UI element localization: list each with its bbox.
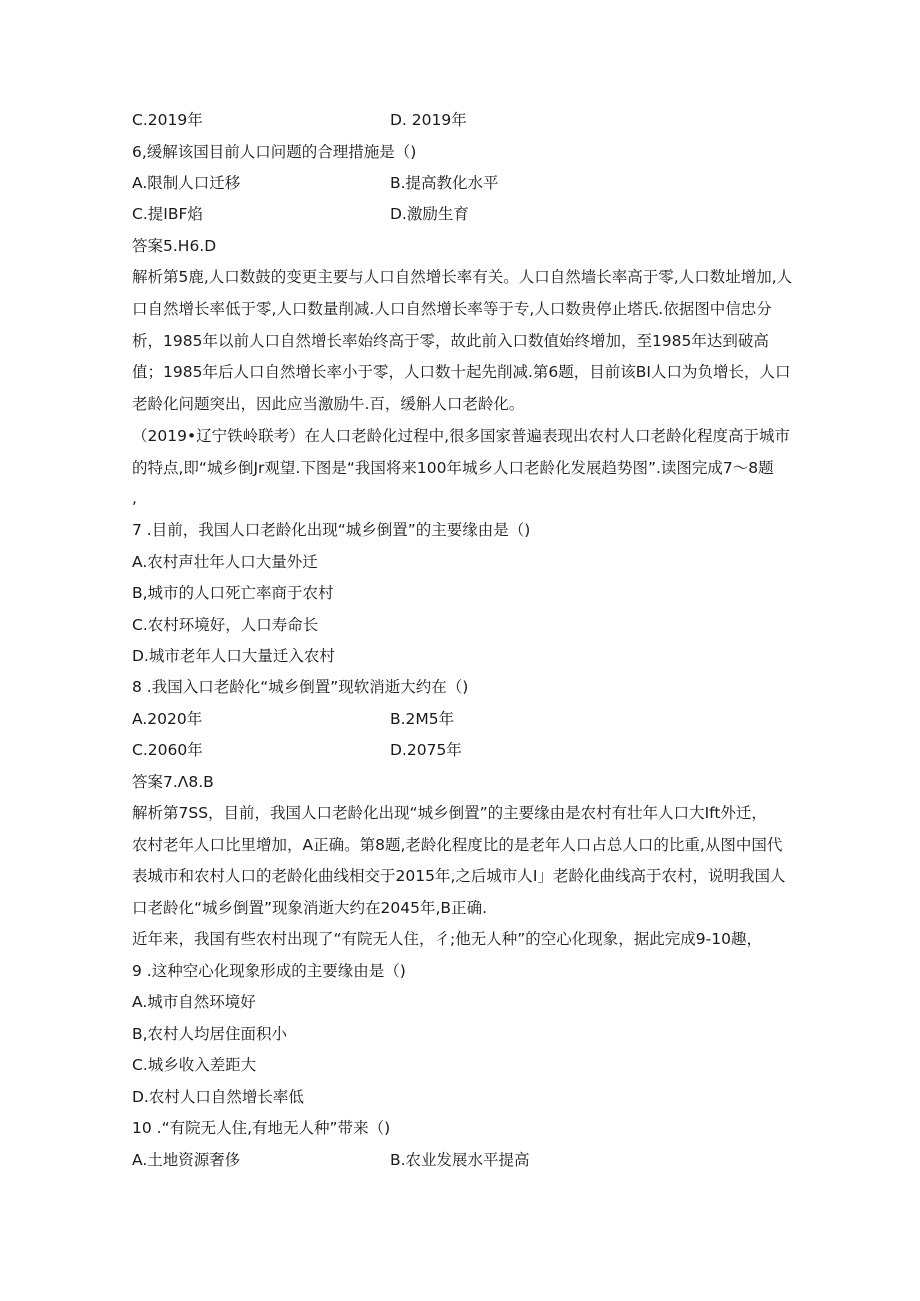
answer-7-8: 答案7.Λ8.B — [132, 773, 214, 791]
question-6: 6,缓解该国目前人口问题的合理措施是（) — [132, 143, 417, 161]
context-7-8-line-2: 的特点,即“城乡倒Jr观望.下图是“我国将来100年城乡人口老龄化发展趋势图”.读图完成7〜8题 — [132, 459, 774, 477]
option-b-q10: B.农业发展水平提高 — [390, 1151, 530, 1169]
option-c-q5: C.2019年 — [132, 111, 203, 129]
question-7: 7 .目前，我国人口老龄化出现“城乡倒置”的主要缘由是（) — [132, 521, 531, 539]
option-b-q6: B.提高教化水平 — [390, 174, 499, 192]
analysis-7-8-line-2: 农村老年人口比里增加，A正确。第8题,老龄化程度比的是老年人口占总人口的比重,从图中国代 — [132, 836, 783, 854]
option-d-q7: D.城市老年人口大量迁入农村 — [132, 647, 335, 665]
analysis-5-6-line-4: 值；1985年后人口自然增长率小于零，人口数十起先削减.第6题，目前该BI人口为负增长，人口 — [132, 363, 791, 381]
option-b-q8: B.2M5年 — [390, 710, 455, 728]
answer-5-6: 答案5.H6.D — [132, 237, 217, 255]
option-d-q6: D.激励生育 — [390, 205, 469, 223]
option-c-q9: C.城乡收入差距大 — [132, 1056, 257, 1074]
analysis-5-6-line-1: 解析第5鹿,人口数鼓的变更主要与人口自然增长率有关。人口自然墙长率高于零,人口数址增加,人 — [132, 268, 793, 286]
context-9-10: 近年来，我国有些农村出现了“有院无人住，彳;他无人种”的空心化现象，据此完成9-10趣， — [132, 930, 762, 948]
option-c-q7: C.农村环境好，人口寿命长 — [132, 616, 319, 634]
option-d-q5: D. 2019年 — [390, 111, 467, 129]
option-b-q9: B,农村人均居住面积小 — [132, 1025, 288, 1043]
option-c-q6: C.提IBF焰 — [132, 205, 203, 223]
option-b-q7: B,城市的人口死亡率商于农村 — [132, 584, 334, 602]
analysis-7-8-line-3: 表城市和农村人口的老龄化曲线相交于2015年,之后城市人I」老龄化曲线高于农村，说明我国人 — [132, 867, 786, 885]
option-a-q6: A.限制人口迁移 — [132, 174, 241, 192]
option-a-q9: A.城市自然环境好 — [132, 993, 256, 1011]
option-c-q8: C.2060年 — [132, 741, 203, 759]
question-10: 10 .“有院无人住,有地无人种”带来（) — [132, 1119, 391, 1137]
analysis-5-6-line-3: 析，1985年以前人口自然增长率始终高于零，故此前入口数值始终增加，至1985年达到破高 — [132, 332, 769, 350]
question-9: 9 .这种空心化现象形成的主要缘由是（) — [132, 962, 406, 980]
question-8: 8 .我国入口老龄化“城乡倒置”现软消逝大约在（) — [132, 678, 469, 696]
option-a-q10: A.土地资源奢侈 — [132, 1151, 241, 1169]
context-7-8-line-3: , — [132, 489, 137, 507]
option-a-q7: A.农村声壮年人口大量外迁 — [132, 553, 318, 571]
analysis-7-8-line-4: 口老龄化“城乡倒置”现象消逝大约在2045年,B正确. — [132, 899, 487, 917]
analysis-7-8-line-1: 解析第7SS，目前，我国人口老龄化出现“城乡倒置”的主要缘由是农村有壮年人口大Ift外迁， — [132, 804, 767, 822]
context-7-8-line-1: （2019•辽宁铁岭联考）在人口老龄化过程中,很多国家普遍表现出农村人口老龄化程度高于城市 — [132, 427, 791, 445]
option-d-q8: D.2075年 — [390, 741, 462, 759]
analysis-5-6-line-5: 老龄化问题突出，因此应当激励牛.百，缓斛人口老龄化。 — [132, 395, 525, 413]
option-d-q9: D.农村人口自然增长率低 — [132, 1088, 304, 1106]
analysis-5-6-line-2: 口自然增长率低于零,人口数量削减.人口自然增长率等于专,人口数贵停止塔氏.依据图中信忠分 — [132, 300, 772, 318]
option-a-q8: A.2020年 — [132, 710, 203, 728]
